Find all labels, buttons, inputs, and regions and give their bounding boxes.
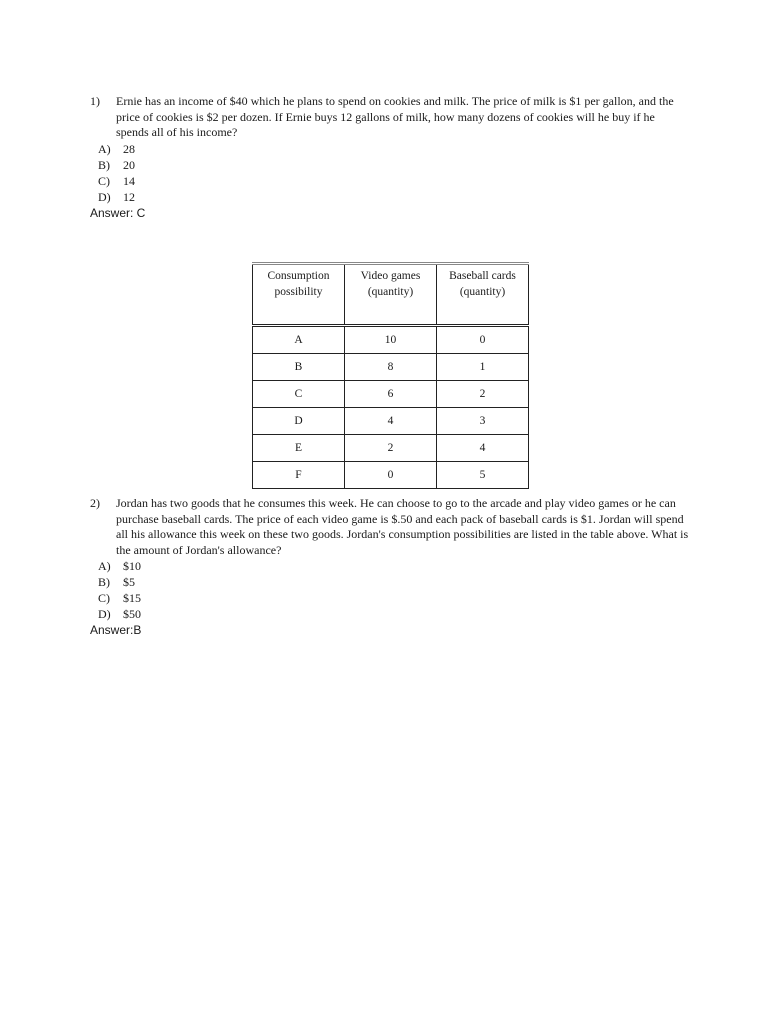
option-value: $15 bbox=[123, 591, 141, 605]
table-header-cell: Baseball cards (quantity) bbox=[437, 264, 529, 326]
question-1-option-d bbox=[90, 189, 690, 205]
table-cell: 3 bbox=[437, 408, 529, 435]
table-row bbox=[253, 408, 529, 435]
option-value: $5 bbox=[123, 575, 135, 589]
option-value: 12 bbox=[123, 189, 135, 204]
question-1-answer: Answer: C bbox=[90, 205, 146, 220]
option-label: D) bbox=[98, 189, 111, 204]
table-cell: 1 bbox=[437, 354, 529, 381]
option-value: 14 bbox=[123, 173, 135, 188]
option-label: C) bbox=[98, 591, 110, 605]
question-2-text: Jordan has two goods that he consumes this week. He can choose to go to the arcade and play video games or he can purchase baseball cards. The price of each video game is $.50 and each pack of baseball cards is $1. Jordan will spend all his allowance this week on these two goods. Jordan's consumption possibilities are listed in the table above. What is the amount of Jordan's allowance? bbox=[116, 496, 689, 557]
option-label: D) bbox=[98, 607, 111, 621]
option-label: A) bbox=[98, 141, 111, 156]
table-row bbox=[253, 381, 529, 408]
table-cell: F bbox=[253, 462, 345, 489]
question-1-option-a bbox=[90, 141, 690, 157]
table-cell: E bbox=[253, 435, 345, 462]
option-value: 28 bbox=[123, 141, 135, 156]
table-cell: D bbox=[253, 408, 345, 435]
table-cell: 5 bbox=[437, 462, 529, 489]
option-value: $10 bbox=[123, 559, 141, 573]
question-2-option-b bbox=[90, 574, 690, 590]
question-2-stem bbox=[90, 496, 690, 558]
question-1 bbox=[90, 94, 690, 221]
table-row bbox=[253, 435, 529, 462]
table-header-cell: Consumption possibility bbox=[253, 264, 345, 326]
table-row bbox=[253, 462, 529, 489]
table-row bbox=[253, 354, 529, 381]
option-label: B) bbox=[98, 575, 110, 589]
table-header-row bbox=[253, 264, 529, 326]
table-cell: 6 bbox=[345, 381, 437, 408]
table-cell: 4 bbox=[437, 435, 529, 462]
question-2-number: 2) bbox=[90, 496, 100, 510]
option-value: $50 bbox=[123, 607, 141, 621]
consumption-table-wrapper bbox=[252, 262, 517, 489]
table-cell: 0 bbox=[437, 326, 529, 354]
question-1-number: 1) bbox=[90, 94, 100, 108]
table-cell: A bbox=[253, 326, 345, 354]
consumption-table bbox=[252, 262, 529, 489]
table-header-cell: Video games (quantity) bbox=[345, 264, 437, 326]
table-cell: 8 bbox=[345, 354, 437, 381]
table-cell: C bbox=[253, 381, 345, 408]
table-cell: 0 bbox=[345, 462, 437, 489]
question-2 bbox=[90, 496, 690, 638]
question-2-option-c bbox=[90, 590, 690, 606]
option-value: 20 bbox=[123, 157, 135, 172]
question-1-stem bbox=[90, 94, 690, 141]
table-cell: 2 bbox=[437, 381, 529, 408]
question-2-option-d bbox=[90, 606, 690, 622]
question-2-option-a bbox=[90, 558, 690, 574]
table-row bbox=[253, 326, 529, 354]
table-cell: 4 bbox=[345, 408, 437, 435]
table-cell: 10 bbox=[345, 326, 437, 354]
table-cell: B bbox=[253, 354, 345, 381]
question-2-answer: Answer:B bbox=[90, 623, 142, 637]
option-label: C) bbox=[98, 173, 110, 188]
table-cell: 2 bbox=[345, 435, 437, 462]
option-label: B) bbox=[98, 157, 110, 172]
question-1-option-b bbox=[90, 157, 690, 173]
option-label: A) bbox=[98, 559, 111, 573]
question-1-option-c bbox=[90, 173, 690, 189]
question-1-text: Ernie has an income of $40 which he plans to spend on cookies and milk. The price of milk is $1 per gallon, and the price of cookies is $2 per dozen. If Ernie buys 12 gallons of milk, how many dozens of cookies will he buy if he spends all of his income? bbox=[116, 94, 674, 139]
